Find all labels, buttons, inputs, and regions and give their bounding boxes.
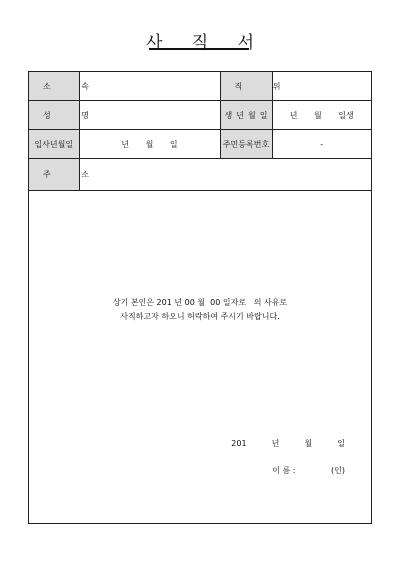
table-row: [29, 159, 371, 191]
birth-date-field[interactable]: 년 월 일생: [272, 101, 371, 130]
position-label: 직 위: [220, 72, 272, 101]
title-underline: [149, 48, 249, 50]
table-row: [29, 72, 371, 101]
resident-id-label: 주민등록번호: [220, 130, 272, 159]
info-table: [29, 72, 371, 191]
statement-line-2: 사직하고자 하오니 허락하여 주시기 바랍니다.: [120, 312, 280, 321]
signature-date: 201 년 월 일: [231, 439, 345, 448]
birth-date-label: 생년월일: [220, 101, 272, 130]
table-row: [29, 101, 371, 130]
name-label: 성 명: [29, 101, 79, 130]
address-field[interactable]: [79, 159, 371, 191]
hire-date-field[interactable]: 년 월 일: [79, 130, 220, 159]
table-row: [29, 130, 371, 159]
resignation-form: [28, 71, 372, 524]
statement-text: [29, 296, 371, 324]
page-title: 사 직 서: [145, 33, 267, 53]
signature-name: 이 름 : (인): [272, 466, 345, 475]
affiliation-label: 소 속: [29, 72, 79, 101]
hire-date-label: 입사년월일: [29, 130, 79, 159]
resident-id-field[interactable]: -: [272, 130, 371, 159]
statement-line-1: 상기 본인은 201 년 00 월 00 일자로 의 사유로: [112, 298, 288, 307]
address-label: 주 소: [29, 159, 79, 191]
statement-area: [29, 194, 371, 523]
